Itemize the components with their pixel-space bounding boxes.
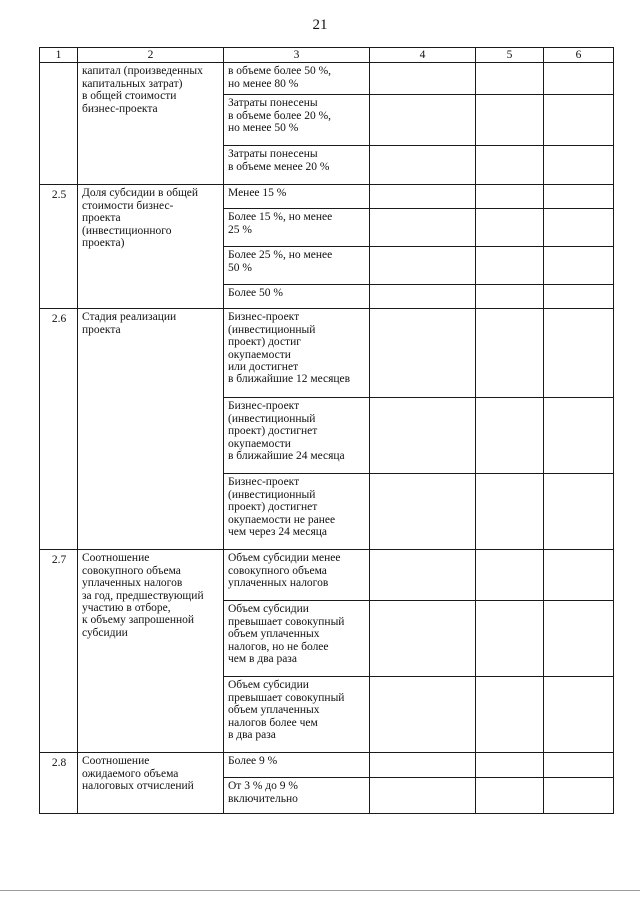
criterion-option: в объеме более 50 %, но менее 80 %: [224, 63, 370, 95]
criterion-number-cell: [40, 63, 78, 185]
column-header: 2: [78, 48, 224, 63]
empty-cell: [544, 550, 614, 601]
criterion-option: Затраты понесены в объеме менее 20 %: [224, 146, 370, 185]
empty-cell: [544, 285, 614, 309]
empty-cell: [476, 63, 544, 95]
criterion-option: Более 50 %: [224, 285, 370, 309]
criterion-name: капитал (произведенных капитальных затрат) в общей стоимости бизнес-проекта: [78, 63, 224, 185]
empty-cell: [476, 309, 544, 398]
table-row: [40, 63, 614, 95]
column-header: 6: [544, 48, 614, 63]
empty-cell: [370, 474, 476, 550]
empty-cell: [370, 146, 476, 185]
empty-cell: [476, 95, 544, 146]
empty-cell: [370, 95, 476, 146]
empty-cell: [370, 309, 476, 398]
empty-cell: [476, 778, 544, 814]
empty-cell: [370, 677, 476, 753]
empty-cell: [544, 778, 614, 814]
page-number: 21: [312, 17, 328, 33]
empty-cell: [544, 146, 614, 185]
empty-cell: [544, 209, 614, 247]
empty-cell: [544, 185, 614, 209]
empty-cell: [370, 601, 476, 677]
criterion-name: Соотношение ожидаемого объема налоговых отчислений: [78, 753, 224, 814]
criterion-number: 2.5: [40, 185, 78, 309]
criterion-option: От 3 % до 9 % включительно: [224, 778, 370, 814]
empty-cell: [544, 753, 614, 778]
empty-cell: [370, 753, 476, 778]
empty-cell: [370, 209, 476, 247]
table-row: [40, 550, 614, 601]
criterion-name: Соотношение совокупного объема уплаченных налогов за год, предшествующий участию в отборе, к объему запрошенной субсидии: [78, 550, 224, 753]
criterion-option: Бизнес-проект (инвестиционный проект) достиг окупаемости или достигнет в ближайшие 12 месяцев: [224, 309, 370, 398]
criterion-option: Более 9 %: [224, 753, 370, 778]
column-header: 1: [40, 48, 78, 63]
criterion-number: 2.6: [40, 309, 78, 550]
empty-cell: [370, 247, 476, 285]
criterion-option: Бизнес-проект (инвестиционный проект) достигнет окупаемости в ближайшие 24 месяца: [224, 398, 370, 474]
empty-cell: [476, 247, 544, 285]
empty-cell: [476, 753, 544, 778]
empty-cell: [476, 677, 544, 753]
empty-cell: [476, 474, 544, 550]
empty-cell: [476, 398, 544, 474]
table-row: [40, 309, 614, 398]
empty-cell: [476, 285, 544, 309]
empty-cell: [544, 309, 614, 398]
empty-cell: [544, 474, 614, 550]
empty-cell: [370, 398, 476, 474]
empty-cell: [476, 550, 544, 601]
empty-cell: [370, 185, 476, 209]
column-header: 5: [476, 48, 544, 63]
empty-cell: [544, 95, 614, 146]
criterion-option: Менее 15 %: [224, 185, 370, 209]
criterion-option: Объем субсидии превышает совокупный объем уплаченных налогов, но не более чем в два раза: [224, 601, 370, 677]
table-header-row: [40, 48, 614, 63]
criteria-table: [39, 47, 614, 814]
empty-cell: [476, 209, 544, 247]
empty-cell: [544, 601, 614, 677]
empty-cell: [476, 185, 544, 209]
column-header: 3: [224, 48, 370, 63]
empty-cell: [370, 550, 476, 601]
criterion-option: Более 25 %, но менее 50 %: [224, 247, 370, 285]
criterion-option: Затраты понесены в объеме более 20 %, но менее 50 %: [224, 95, 370, 146]
criterion-option: Объем субсидии менее совокупного объема уплаченных налогов: [224, 550, 370, 601]
empty-cell: [476, 146, 544, 185]
criterion-number: 2.7: [40, 550, 78, 753]
table-row: [40, 185, 614, 209]
empty-cell: [544, 63, 614, 95]
empty-cell: [370, 778, 476, 814]
empty-cell: [544, 677, 614, 753]
empty-cell: [476, 601, 544, 677]
criterion-option: Бизнес-проект (инвестиционный проект) достигнет окупаемости не ранее чем через 24 месяца: [224, 474, 370, 550]
table-row: [40, 753, 614, 778]
empty-cell: [370, 63, 476, 95]
empty-cell: [544, 398, 614, 474]
scan-edge-line: [0, 890, 640, 891]
criterion-name: Доля субсидии в общей стоимости бизнес- проекта (инвестиционного проекта): [78, 185, 224, 309]
criterion-number: 2.8: [40, 753, 78, 814]
criterion-option: Более 15 %, но менее 25 %: [224, 209, 370, 247]
criterion-option: Объем субсидии превышает совокупный объем уплаченных налогов более чем в два раза: [224, 677, 370, 753]
empty-cell: [370, 285, 476, 309]
empty-cell: [544, 247, 614, 285]
column-header: 4: [370, 48, 476, 63]
criterion-name: Стадия реализации проекта: [78, 309, 224, 550]
